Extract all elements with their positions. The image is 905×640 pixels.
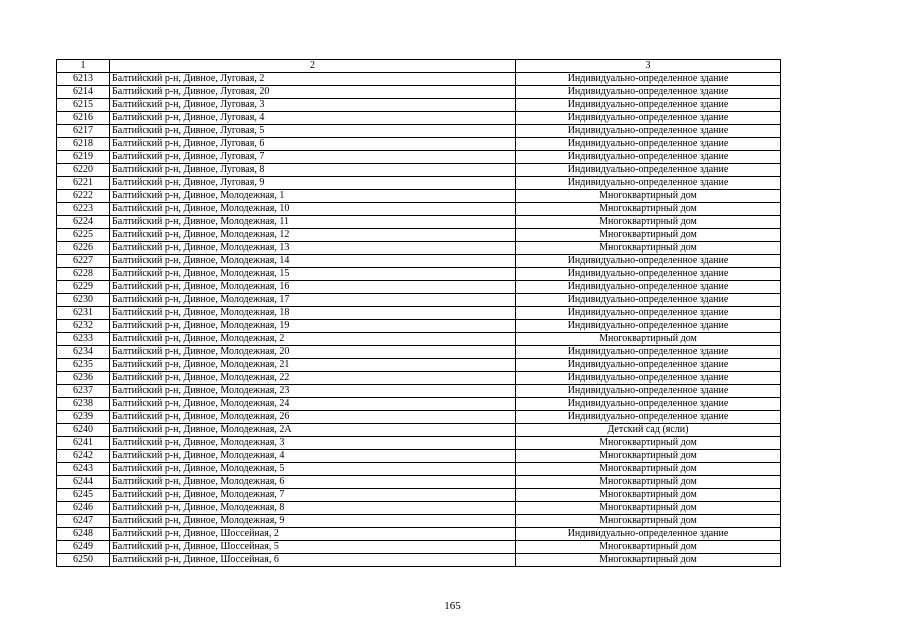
object-type-cell: Многоквартирный дом [516, 203, 781, 216]
table-row [57, 489, 781, 502]
object-type-cell: Индивидуально-определенное здание [516, 359, 781, 372]
row-number-cell: 6215 [57, 99, 110, 112]
row-number-cell: 6240 [57, 424, 110, 437]
table-row [57, 190, 781, 203]
object-type-cell: Индивидуально-определенное здание [516, 73, 781, 86]
table-row [57, 320, 781, 333]
address-cell: Балтийский р-н, Дивное, Молодежная, 2А [110, 424, 516, 437]
address-cell: Балтийский р-н, Дивное, Молодежная, 17 [110, 294, 516, 307]
table-row [57, 164, 781, 177]
address-cell: Балтийский р-н, Дивное, Молодежная, 16 [110, 281, 516, 294]
table-row [57, 112, 781, 125]
table-header-row [57, 60, 781, 73]
row-number-cell: 6220 [57, 164, 110, 177]
object-type-cell: Индивидуально-определенное здание [516, 346, 781, 359]
row-number-cell: 6231 [57, 307, 110, 320]
row-number-cell: 6232 [57, 320, 110, 333]
registry-table-body [57, 60, 781, 567]
object-type-cell: Многоквартирный дом [516, 437, 781, 450]
table-row [57, 216, 781, 229]
address-cell: Балтийский р-н, Дивное, Молодежная, 8 [110, 502, 516, 515]
address-cell: Балтийский р-н, Дивное, Шоссейная, 5 [110, 541, 516, 554]
address-cell: Балтийский р-н, Дивное, Молодежная, 9 [110, 515, 516, 528]
table-row [57, 86, 781, 99]
table-row [57, 515, 781, 528]
address-cell: Балтийский р-н, Дивное, Молодежная, 23 [110, 385, 516, 398]
table-row [57, 307, 781, 320]
row-number-cell: 6213 [57, 73, 110, 86]
table-row [57, 359, 781, 372]
row-number-cell: 6229 [57, 281, 110, 294]
address-cell: Балтийский р-н, Дивное, Молодежная, 19 [110, 320, 516, 333]
row-number-cell: 6242 [57, 450, 110, 463]
row-number-cell: 6239 [57, 411, 110, 424]
address-cell: Балтийский р-н, Дивное, Молодежная, 26 [110, 411, 516, 424]
object-type-cell: Многоквартирный дом [516, 502, 781, 515]
object-type-cell: Индивидуально-определенное здание [516, 125, 781, 138]
object-type-cell: Индивидуально-определенное здание [516, 99, 781, 112]
table-row [57, 268, 781, 281]
table-row [57, 333, 781, 346]
address-cell: Балтийский р-н, Дивное, Шоссейная, 6 [110, 554, 516, 567]
table-row [57, 528, 781, 541]
table-row [57, 437, 781, 450]
address-cell: Балтийский р-н, Дивное, Луговая, 5 [110, 125, 516, 138]
table-row [57, 450, 781, 463]
object-type-cell: Индивидуально-определенное здание [516, 528, 781, 541]
table-row [57, 372, 781, 385]
row-number-cell: 6244 [57, 476, 110, 489]
row-number-cell: 6224 [57, 216, 110, 229]
address-cell: Балтийский р-н, Дивное, Луговая, 4 [110, 112, 516, 125]
table-row [57, 294, 781, 307]
table-row [57, 151, 781, 164]
address-cell: Балтийский р-н, Дивное, Молодежная, 3 [110, 437, 516, 450]
address-cell: Балтийский р-н, Дивное, Молодежная, 20 [110, 346, 516, 359]
address-cell: Балтийский р-н, Дивное, Молодежная, 18 [110, 307, 516, 320]
row-number-cell: 6250 [57, 554, 110, 567]
table-row [57, 346, 781, 359]
object-type-cell: Многоквартирный дом [516, 333, 781, 346]
row-number-cell: 6228 [57, 268, 110, 281]
object-type-cell: Индивидуально-определенное здание [516, 385, 781, 398]
object-type-cell: Индивидуально-определенное здание [516, 138, 781, 151]
address-cell: Балтийский р-н, Дивное, Луговая, 9 [110, 177, 516, 190]
row-number-cell: 6245 [57, 489, 110, 502]
address-cell: Балтийский р-н, Дивное, Шоссейная, 2 [110, 528, 516, 541]
table-row [57, 411, 781, 424]
object-type-cell: Многоквартирный дом [516, 216, 781, 229]
object-type-cell: Индивидуально-определенное здание [516, 255, 781, 268]
row-number-cell: 6225 [57, 229, 110, 242]
object-type-cell: Индивидуально-определенное здание [516, 294, 781, 307]
object-type-cell: Многоквартирный дом [516, 463, 781, 476]
row-number-cell: 6248 [57, 528, 110, 541]
address-cell: Балтийский р-н, Дивное, Молодежная, 13 [110, 242, 516, 255]
table-row [57, 138, 781, 151]
address-cell: Балтийский р-н, Дивное, Луговая, 8 [110, 164, 516, 177]
address-cell: Балтийский р-н, Дивное, Молодежная, 7 [110, 489, 516, 502]
object-type-cell: Многоквартирный дом [516, 450, 781, 463]
table-row [57, 424, 781, 437]
object-type-cell: Детский сад (ясли) [516, 424, 781, 437]
row-number-cell: 6234 [57, 346, 110, 359]
object-type-cell: Индивидуально-определенное здание [516, 320, 781, 333]
object-type-cell: Многоквартирный дом [516, 515, 781, 528]
address-cell: Балтийский р-н, Дивное, Молодежная, 12 [110, 229, 516, 242]
address-cell: Балтийский р-н, Дивное, Луговая, 3 [110, 99, 516, 112]
object-type-cell: Индивидуально-определенное здание [516, 268, 781, 281]
address-cell: Балтийский р-н, Дивное, Луговая, 20 [110, 86, 516, 99]
table-row [57, 73, 781, 86]
object-type-cell: Многоквартирный дом [516, 476, 781, 489]
column-header-2: 2 [110, 60, 516, 73]
object-type-cell: Индивидуально-определенное здание [516, 177, 781, 190]
address-cell: Балтийский р-н, Дивное, Молодежная, 2 [110, 333, 516, 346]
address-cell: Балтийский р-н, Дивное, Молодежная, 14 [110, 255, 516, 268]
column-header-3: 3 [516, 60, 781, 73]
object-type-cell: Индивидуально-определенное здание [516, 151, 781, 164]
row-number-cell: 6230 [57, 294, 110, 307]
row-number-cell: 6233 [57, 333, 110, 346]
object-type-cell: Многоквартирный дом [516, 190, 781, 203]
row-number-cell: 6218 [57, 138, 110, 151]
row-number-cell: 6221 [57, 177, 110, 190]
address-cell: Балтийский р-н, Дивное, Молодежная, 5 [110, 463, 516, 476]
object-type-cell: Многоквартирный дом [516, 489, 781, 502]
address-cell: Балтийский р-н, Дивное, Молодежная, 6 [110, 476, 516, 489]
address-cell: Балтийский р-н, Дивное, Молодежная, 1 [110, 190, 516, 203]
address-cell: Балтийский р-н, Дивное, Молодежная, 15 [110, 268, 516, 281]
row-number-cell: 6243 [57, 463, 110, 476]
object-type-cell: Многоквартирный дом [516, 229, 781, 242]
object-type-cell: Индивидуально-определенное здание [516, 307, 781, 320]
object-type-cell: Индивидуально-определенное здание [516, 164, 781, 177]
address-cell: Балтийский р-н, Дивное, Молодежная, 24 [110, 398, 516, 411]
row-number-cell: 6249 [57, 541, 110, 554]
table-row [57, 281, 781, 294]
registry-table [56, 59, 781, 567]
row-number-cell: 6223 [57, 203, 110, 216]
object-type-cell: Индивидуально-определенное здание [516, 372, 781, 385]
table-row [57, 242, 781, 255]
row-number-cell: 6219 [57, 151, 110, 164]
row-number-cell: 6214 [57, 86, 110, 99]
table-row [57, 398, 781, 411]
table-row [57, 99, 781, 112]
address-cell: Балтийский р-н, Дивное, Молодежная, 21 [110, 359, 516, 372]
row-number-cell: 6238 [57, 398, 110, 411]
object-type-cell: Индивидуально-определенное здание [516, 112, 781, 125]
object-type-cell: Индивидуально-определенное здание [516, 411, 781, 424]
address-cell: Балтийский р-н, Дивное, Молодежная, 4 [110, 450, 516, 463]
table-row [57, 554, 781, 567]
object-type-cell: Многоквартирный дом [516, 242, 781, 255]
table-row [57, 502, 781, 515]
address-cell: Балтийский р-н, Дивное, Луговая, 7 [110, 151, 516, 164]
object-type-cell: Многоквартирный дом [516, 541, 781, 554]
object-type-cell: Индивидуально-определенное здание [516, 398, 781, 411]
table-row [57, 229, 781, 242]
table-row [57, 476, 781, 489]
row-number-cell: 6227 [57, 255, 110, 268]
table-row [57, 203, 781, 216]
address-cell: Балтийский р-н, Дивное, Молодежная, 10 [110, 203, 516, 216]
address-cell: Балтийский р-н, Дивное, Молодежная, 11 [110, 216, 516, 229]
row-number-cell: 6217 [57, 125, 110, 138]
row-number-cell: 6241 [57, 437, 110, 450]
table-row [57, 385, 781, 398]
address-cell: Балтийский р-н, Дивное, Луговая, 2 [110, 73, 516, 86]
address-cell: Балтийский р-н, Дивное, Луговая, 6 [110, 138, 516, 151]
address-cell: Балтийский р-н, Дивное, Молодежная, 22 [110, 372, 516, 385]
table-row [57, 255, 781, 268]
page-number: 165 [444, 600, 461, 612]
object-type-cell: Индивидуально-определенное здание [516, 86, 781, 99]
object-type-cell: Многоквартирный дом [516, 554, 781, 567]
row-number-cell: 6247 [57, 515, 110, 528]
row-number-cell: 6216 [57, 112, 110, 125]
row-number-cell: 6236 [57, 372, 110, 385]
row-number-cell: 6235 [57, 359, 110, 372]
row-number-cell: 6246 [57, 502, 110, 515]
object-type-cell: Индивидуально-определенное здание [516, 281, 781, 294]
row-number-cell: 6226 [57, 242, 110, 255]
column-header-1: 1 [57, 60, 110, 73]
table-row [57, 125, 781, 138]
table-row [57, 177, 781, 190]
row-number-cell: 6237 [57, 385, 110, 398]
row-number-cell: 6222 [57, 190, 110, 203]
table-row [57, 541, 781, 554]
table-row [57, 463, 781, 476]
